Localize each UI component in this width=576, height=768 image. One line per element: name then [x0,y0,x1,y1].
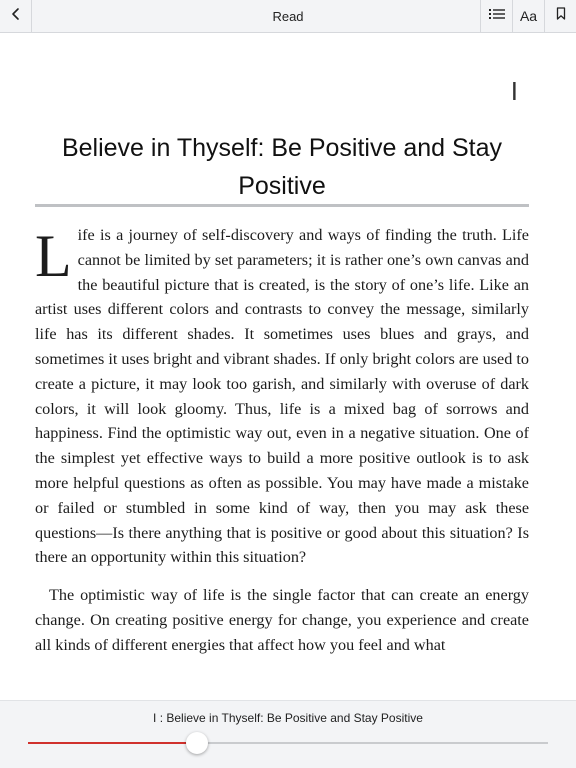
list-icon [489,7,505,25]
current-chapter-label: I : Believe in Thyself: Be Positive and Stay Positive [153,711,423,725]
toolbar-title: Read [272,9,304,24]
progress-slider-thumb[interactable] [186,732,208,754]
bookmark-button[interactable] [544,0,576,32]
chevron-left-icon [11,7,21,26]
reading-page[interactable] [35,33,529,700]
title-divider [35,204,529,207]
font-settings-label: Aa [519,8,538,24]
bookmark-icon [556,7,566,25]
chapter-title: Believe in Thyself: Be Positive and Stay Positive [61,134,503,200]
contents-button[interactable] [480,0,512,32]
top-toolbar [0,0,576,33]
paragraph-2: The optimistic way of life is the single factor that can create an energy change. On creating positive energy for change, you experience and create all kinds of different energies that affect how you feel and what [35,586,529,654]
drop-cap: L [35,223,72,289]
paragraph-1 [35,223,529,570]
bottom-navigation-bar [0,700,576,768]
progress-slider[interactable] [28,742,548,744]
paragraph-1-text: ife is a journey of self-discovery and ways of finding the truth. Life cannot be limited by set parameters; it is rather one’s own canvas and the beautiful picture that is created, is the story of one’s life. Like an artist uses different colors and contrasts to convey the message, similarly life has its different shades. It sometimes uses blues and grays, and sometimes it uses bright and vibrant shades. If only bright colors are used to create a picture, it may look too garish, and similarly with overuse of dark colors, it will look gloomy. Thus, life is a mixed bag of sorrows and happiness. Find the optimistic way out, even in a negative situation. One of the simplest yet effective ways to build a more positive outlook is to ask more helpful questions as often as possible. You may have made a mistake or failed or stumbled in some kind of way, then you may ask these questions—Is there anything that is positive or good about this situation? Is there an opportunity within this situation? [35,226,529,567]
chapter-number: I [510,76,518,106]
back-button[interactable] [0,0,32,32]
toolbar-tools [480,0,576,32]
progress-slider-fill [28,742,197,744]
chapter-body [35,223,529,658]
font-settings-button[interactable] [512,0,544,32]
